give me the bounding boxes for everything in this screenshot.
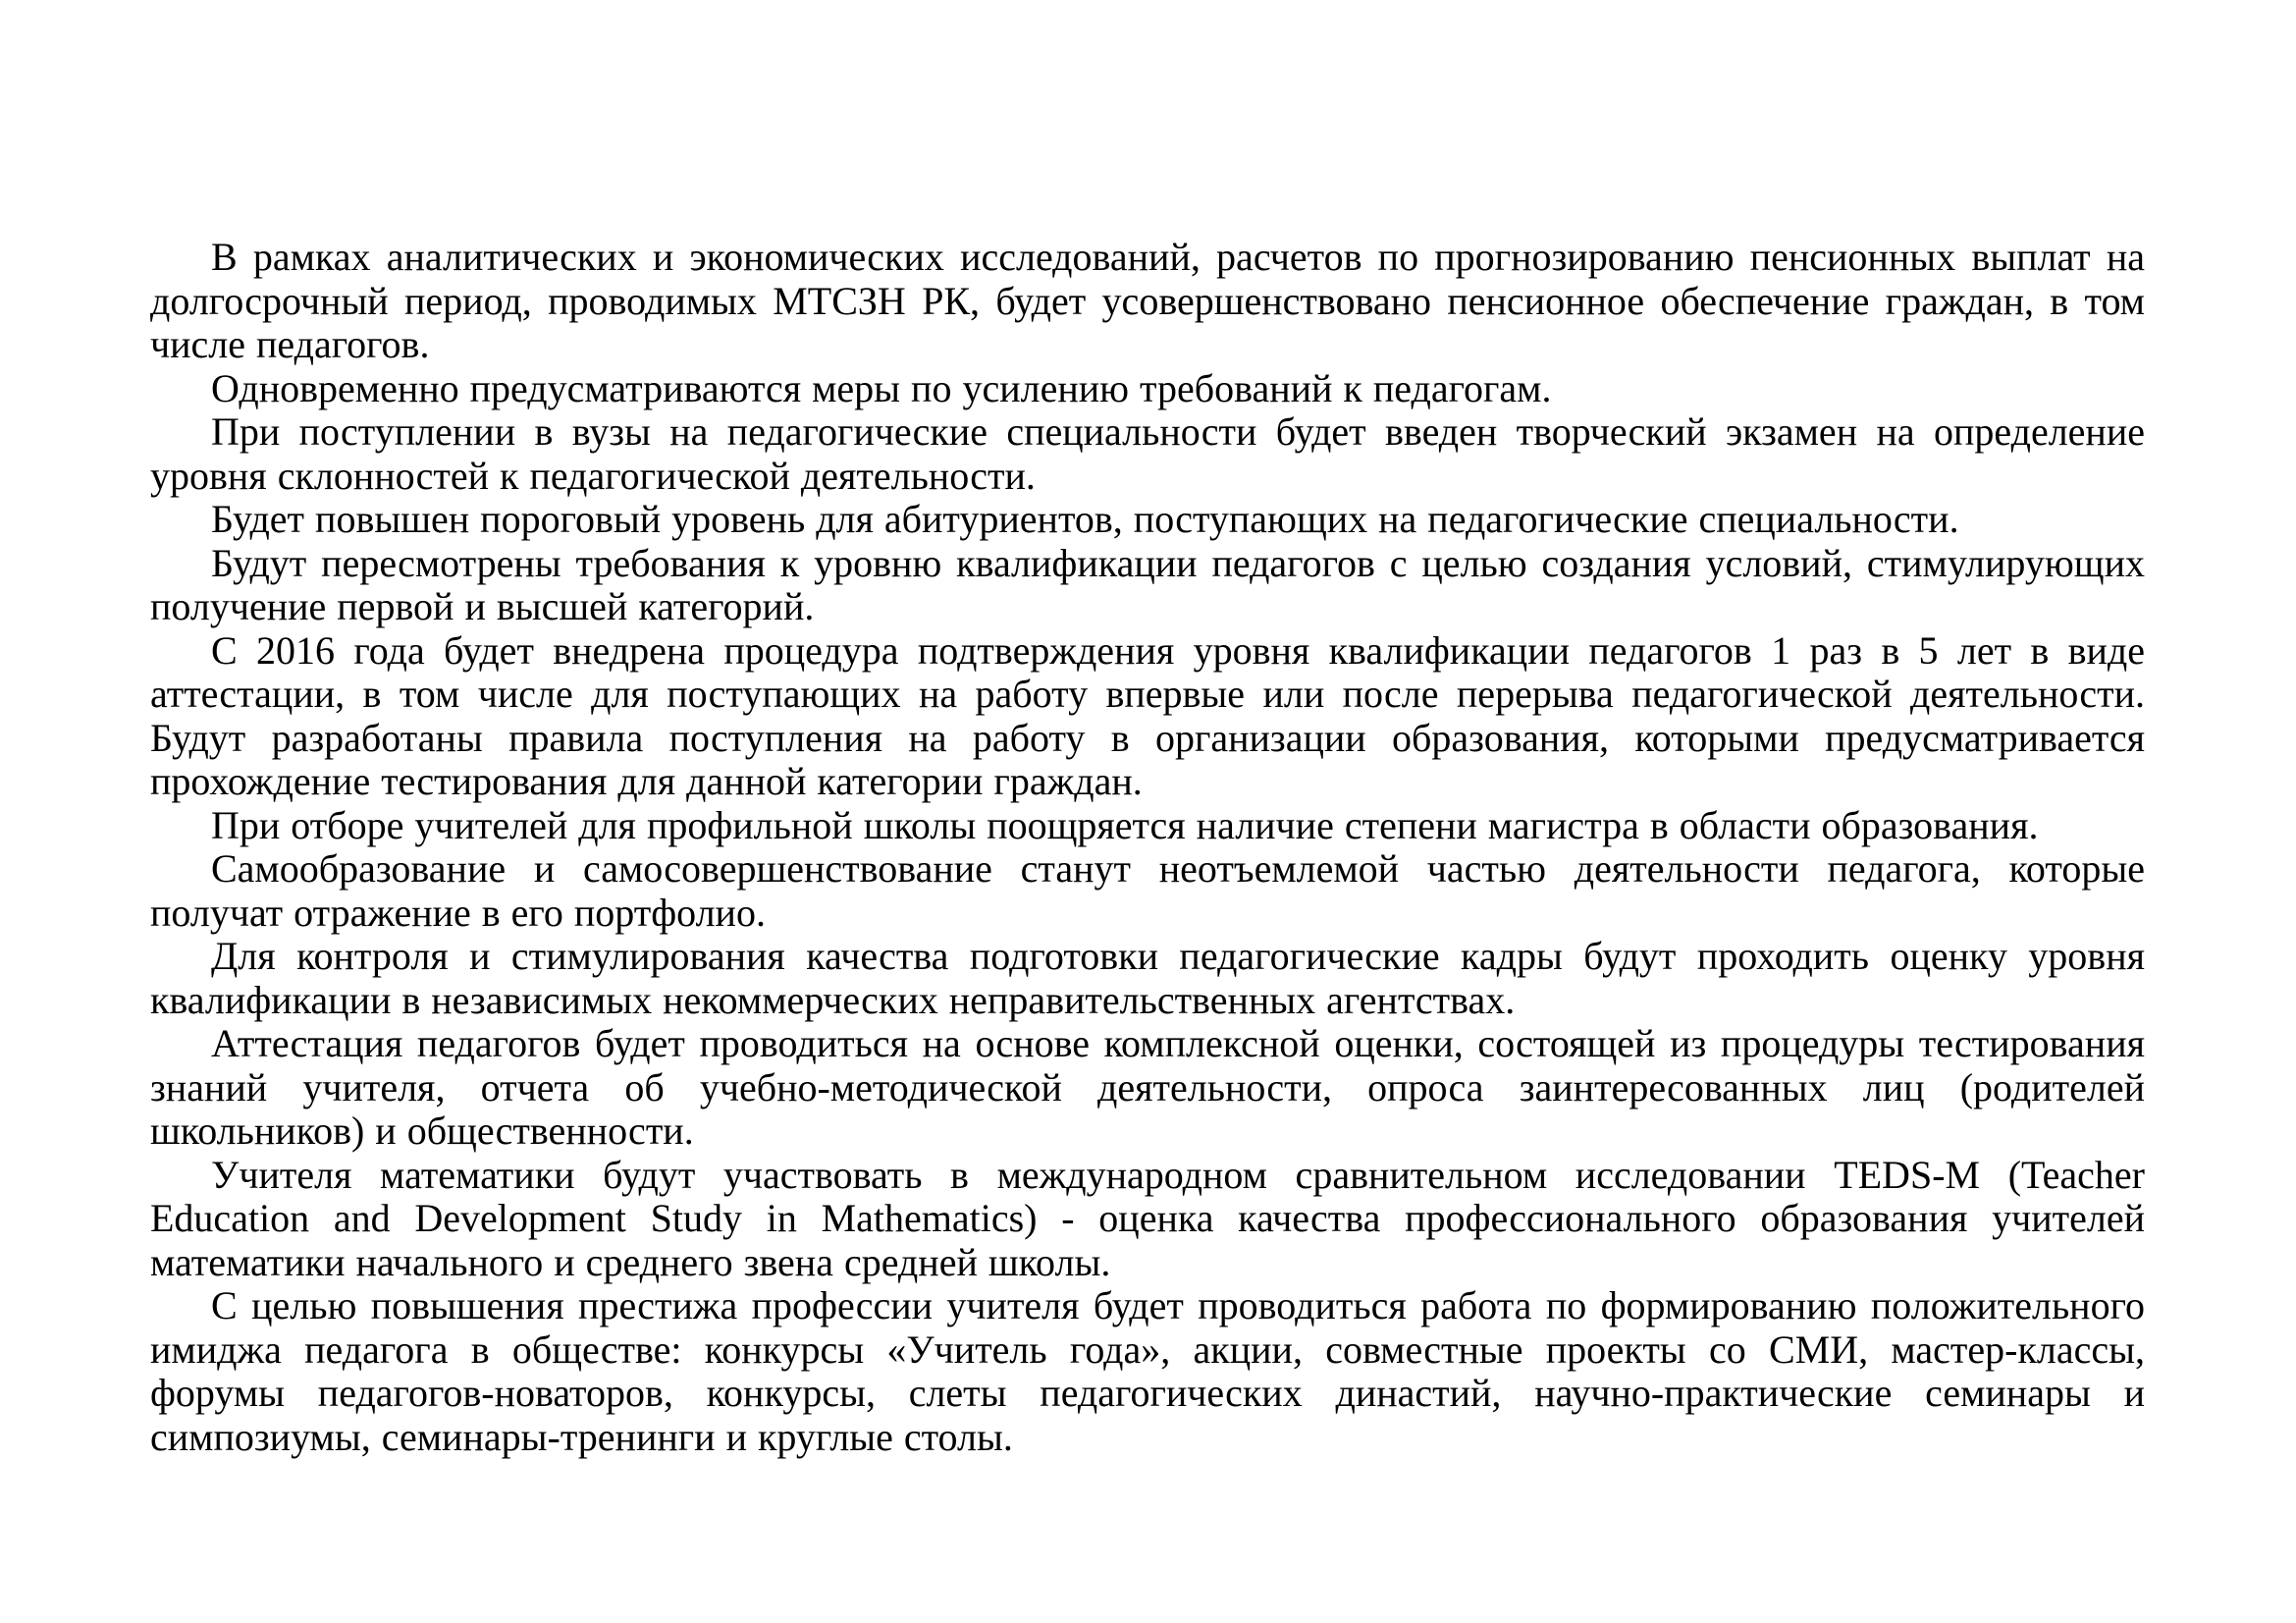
paragraph: Аттестация педагогов будет проводиться на основе комплексной оценки, состоящей из процедуры тестирования знаний учителя, отчета об учебно-методической деятельности, опроса заинтересованных лиц (родителей школьников) и общественности. <box>150 1021 2145 1153</box>
paragraph: Одновременно предусматриваются меры по усилению требований к педагогам. <box>211 365 1552 410</box>
paragraph: При поступлении в вузы на педагогические специальности будет введен творческий экзамен на определение уровня склонностей к педагогической деятельности. <box>150 409 2145 498</box>
paragraph: Будут пересмотрены требования к уровню квалификации педагогов с целью создания условий, стимулирующих получение первой и высшей категорий. <box>150 540 2145 628</box>
paragraph: При отборе учителей для профильной школы поощряется наличие степени магистра в области образования. <box>211 802 2039 847</box>
paragraph: В рамках аналитических и экономических исследований, расчетов по прогнозированию пенсионных выплат на долгосрочный период, проводимых МТСЗН РК, будет усовершенствовано пенсионное обеспечение граждан, в том числе педагогов. <box>150 235 2145 366</box>
paragraph: С 2016 года будет внедрена процедура подтверждения уровня квалификации педагогов 1 раз в 5 лет в виде аттестации, в том числе для поступающих на работу впервые или после перерыва педагогической деятельности. Будут разработаны правила поступления на работу в организации образования, которыми предусматривается прохождение тестирования для данной категории граждан. <box>150 627 2145 803</box>
paragraph: Самообразование и самосовершенствование станут неотъемлемой частью деятельности педагога, которые получат отражение в его портфолио. <box>150 846 2145 935</box>
document-page <box>150 236 2145 1459</box>
paragraph: Для контроля и стимулирования качества подготовки педагогические кадры будут проходить оценку уровня квалификации в независимых некоммерческих неправительственных агентствах. <box>150 934 2145 1022</box>
paragraph: С целью повышения престижа профессии учителя будет проводиться работа по формированию положительного имиджа педагога в обществе: конкурсы «Учитель года», акции, совместные проекты со СМИ, мастер-классы, форумы педагогов-новаторов, конкурсы, слеты педагогических династий, научно-практические семинары и симпозиумы, семинары-тренинги и круглые столы. <box>150 1283 2145 1459</box>
paragraph: Будет повышен пороговый уровень для абитуриентов, поступающих на педагогические специальности. <box>211 497 1959 541</box>
paragraph: Учителя математики будут участвовать в международном сравнительном исследовании TEDS-M (Teacher Education and Development Study in Mathematics) - оценка качества профессионального образования учителей математики начального и среднего звена средней школы. <box>150 1152 2145 1284</box>
